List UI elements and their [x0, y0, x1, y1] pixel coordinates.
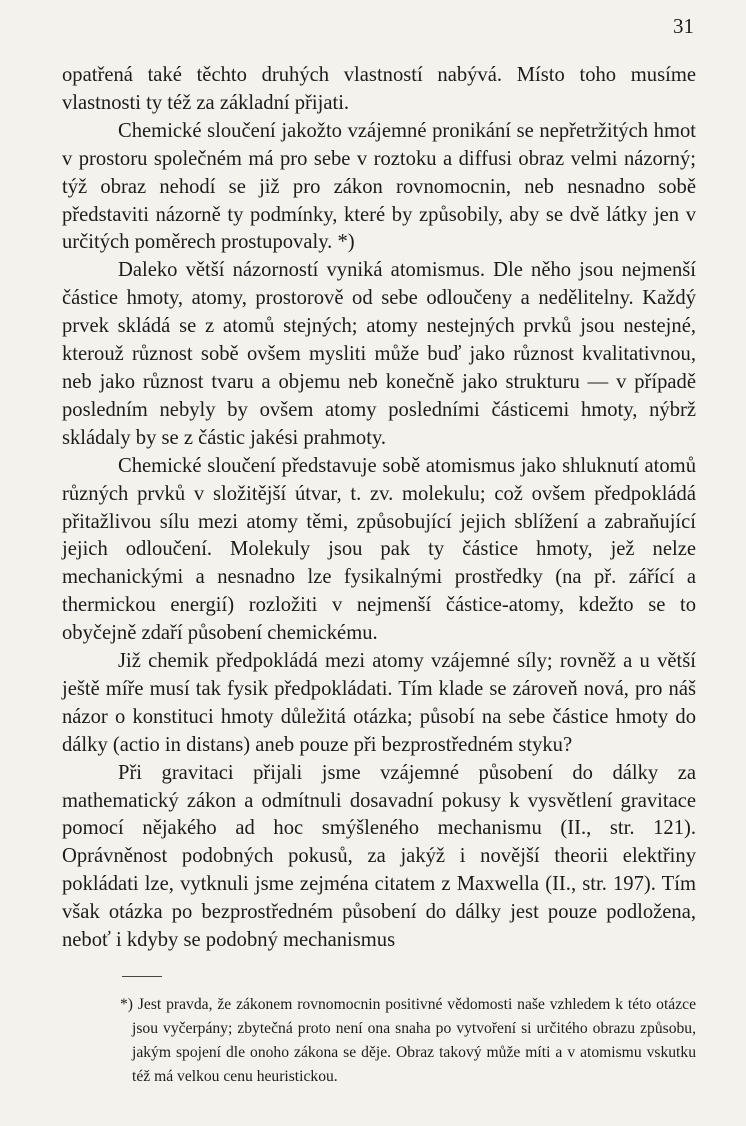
paragraph: Již chemik předpokládá mezi atomy vzájemné síly; rovněž a u větší ještě míře musí tak fysik předpokládati. Tím klade se zároveň nová, pro náš názor o konstituci hmoty důležitá otázka; působí na sebe částice hmoty do dálky (actio in distans) aneb pouze při bezprostředném styku? — [62, 650, 696, 756]
body-text — [62, 62, 696, 955]
footnote-area — [62, 976, 696, 1089]
paragraph: Při gravitaci přijali jsme vzájemné působení do dálky za mathematický zákon a odmítnuli dosavadní pokusy k vysvětlení gravitace pomocí nějakého ad hoc smýšleného mechanismu (II., str. 121). Oprávněnost podobných pokusů, za jakýž i novější theorii elektřiny pokládati lze, vytknuli jsme zejména citatem z Maxwella (II., str. 197). Tím však otázka po bezprostředném působení do dálky jest pouze podložena, neboť i kdyby se podobný mechanismus — [62, 761, 696, 952]
paragraph: Daleko větší názorností vyniká atomismus. Dle něho jsou nejmenší částice hmoty, atomy, prostorově od sebe odloučeny a nedělitelny. Každý prvek skládá se z atomů stejných; atomy nestejných prvků jsou nestejné, kterouž různost sobě ovšem mysliti může buď jako různost kvalitativnou, neb jako různost tvaru a objemu neb konečně jako strukturu — v případě posledním nebyly by ovšem atomy posledními částicemi hmoty, nýbrž skládaly by se z částic jakési prahmoty. — [62, 259, 696, 449]
page-number: 31 — [673, 14, 694, 38]
paragraph-continuation: opatřená také těchto druhých vlastností nabývá. Místo toho musíme vlastnosti ty též za základní přijati. — [62, 64, 696, 114]
footnote-rule — [122, 976, 162, 977]
paragraph: Chemické sloučení představuje sobě atomismus jako shluknutí atomů různých prvků v složitější útvar, t. zv. molekulu; což ovšem předpokládá přitažlivou sílu mezi atomy těmi, způsobující jejich sblížení a zabraňující jejich odloučení. Molekuly jsou pak ty částice hmoty, jež nelze mechanickými a nesnadno lze fysikalnými prostředky (na př. zářící a thermickou energií) rozložiti v nejmenší částice-atomy, kdežto se to obyčejně zdaří působení chemickému. — [62, 454, 696, 645]
paragraph: Chemické sloučení jakožto vzájemné pronikání se nepřetržitých hmot v prostoru společném má pro sebe v roztoku a diffusi obraz velmi názorný; týž obraz nehodí se již pro zákon rovnomocnin, neb nesnadno sobě představiti názorně ty podmínky, které by způsobily, aby se dvě látky jen v určitých poměrech prostupovaly. *) — [62, 119, 696, 254]
footnote: *) Jest pravda, že zákonem rovnomocnin positivné vědomosti naše vzhledem k této otázce jsou vyčerpány; zbytečná proto není ona snaha po vytvoření si určitého obrazu způsobu, jakým spojení dle onoho zákona se děje. Obraz takový může míti a v atomismu vskutku též má velkou cenu heuristickou. — [120, 996, 696, 1085]
